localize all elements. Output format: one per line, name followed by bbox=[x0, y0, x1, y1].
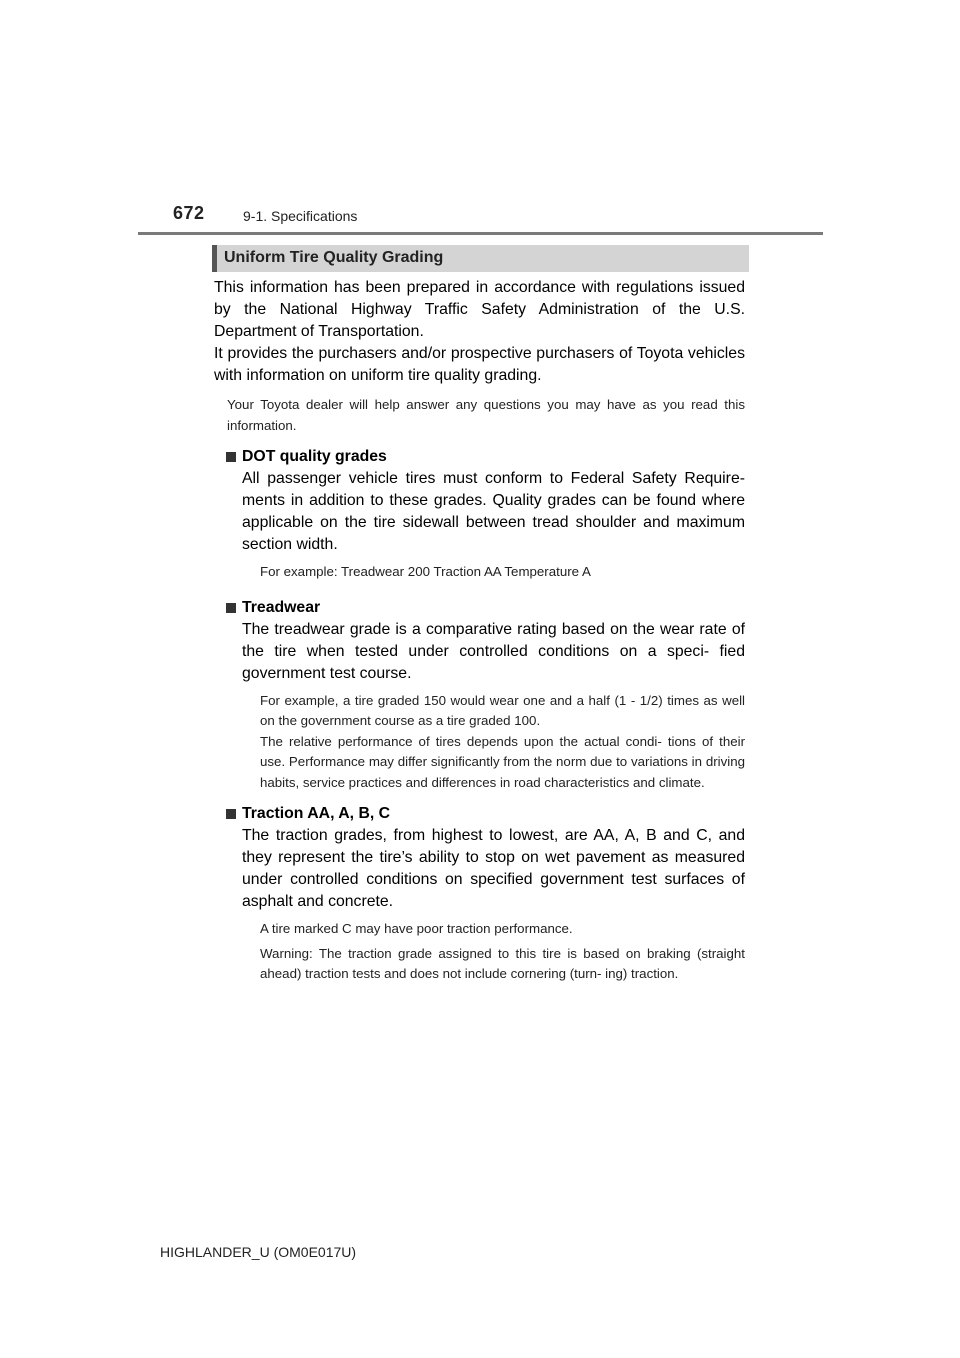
traction-paragraph: The traction grades, from highest to lowest, are AA, A, B and C, and they represent the tire’s ability to stop on wet pavement as measured under controlled conditions on specified government test surfaces of asphalt and concrete. bbox=[242, 827, 745, 910]
intro-note: Your Toyota dealer will help answer any questions you may have as you read this information. bbox=[227, 397, 745, 433]
section-reference: 9-1. Specifications bbox=[243, 208, 358, 224]
square-bullet-icon bbox=[226, 603, 236, 613]
square-bullet-icon bbox=[226, 809, 236, 819]
traction-note-2: Warning: The traction grade assigned to this tire is based on braking (straight ahead) traction tests and does not include cornering (turn- ing) traction. bbox=[260, 945, 745, 981]
treadwear-heading-text: Treadwear bbox=[242, 598, 321, 616]
section-title: Uniform Tire Quality Grading bbox=[224, 249, 444, 266]
title-accent-bar bbox=[212, 245, 217, 272]
traction-heading-text: Traction AA, A, B, C bbox=[242, 805, 391, 822]
intro-paragraph-2: It provides the purchasers and/or prospective purchasers of Toyota vehicles with information on uniform tire quality grading. bbox=[214, 345, 745, 384]
main-content bbox=[214, 277, 745, 985]
square-bullet-icon bbox=[226, 452, 236, 462]
treadwear-paragraph: The treadwear grade is a comparative rating based on the wear rate of the tire when tested under controlled conditions on a speci- fied government test course. bbox=[242, 620, 745, 682]
dot-heading-text: DOT quality grades bbox=[242, 448, 387, 465]
footer-model-code: HIGHLANDER_U (OM0E017U) bbox=[160, 1244, 357, 1260]
header-rule bbox=[138, 232, 823, 235]
dot-paragraph: All passenger vehicle tires must conform to Federal Safety Require- ments in addition to these grades. Quality grades can be found where applicable on the tire sidewall between tread shoulder and maximum section width. bbox=[242, 470, 745, 553]
page-header bbox=[0, 0, 960, 240]
treadwear-note-1: For example, a tire graded 150 would wear one and a half (1 - 1/2) times as well on the government course as a tire graded 100. bbox=[260, 692, 745, 728]
intro-paragraph-1: This information has been prepared in accordance with regulations issued by the National Highway Traffic Safety Administration of the U.S. Department of Transportation. bbox=[214, 279, 745, 340]
treadwear-heading bbox=[214, 597, 745, 619]
treadwear-note-2: The relative performance of tires depends upon the actual condi- tions of their use. Performance may differ significantly from the norm due to variations in driving habits, service practices and differences in road characteristics and climate. bbox=[260, 733, 745, 790]
page-number: 672 bbox=[173, 203, 205, 223]
dot-heading bbox=[214, 446, 745, 468]
dot-note: For example: Treadwear 200 Traction AA Temperature A bbox=[260, 564, 591, 579]
traction-heading bbox=[214, 803, 745, 825]
traction-note-1: A tire marked C may have poor traction performance. bbox=[260, 921, 573, 936]
section-title-bar bbox=[212, 245, 749, 272]
